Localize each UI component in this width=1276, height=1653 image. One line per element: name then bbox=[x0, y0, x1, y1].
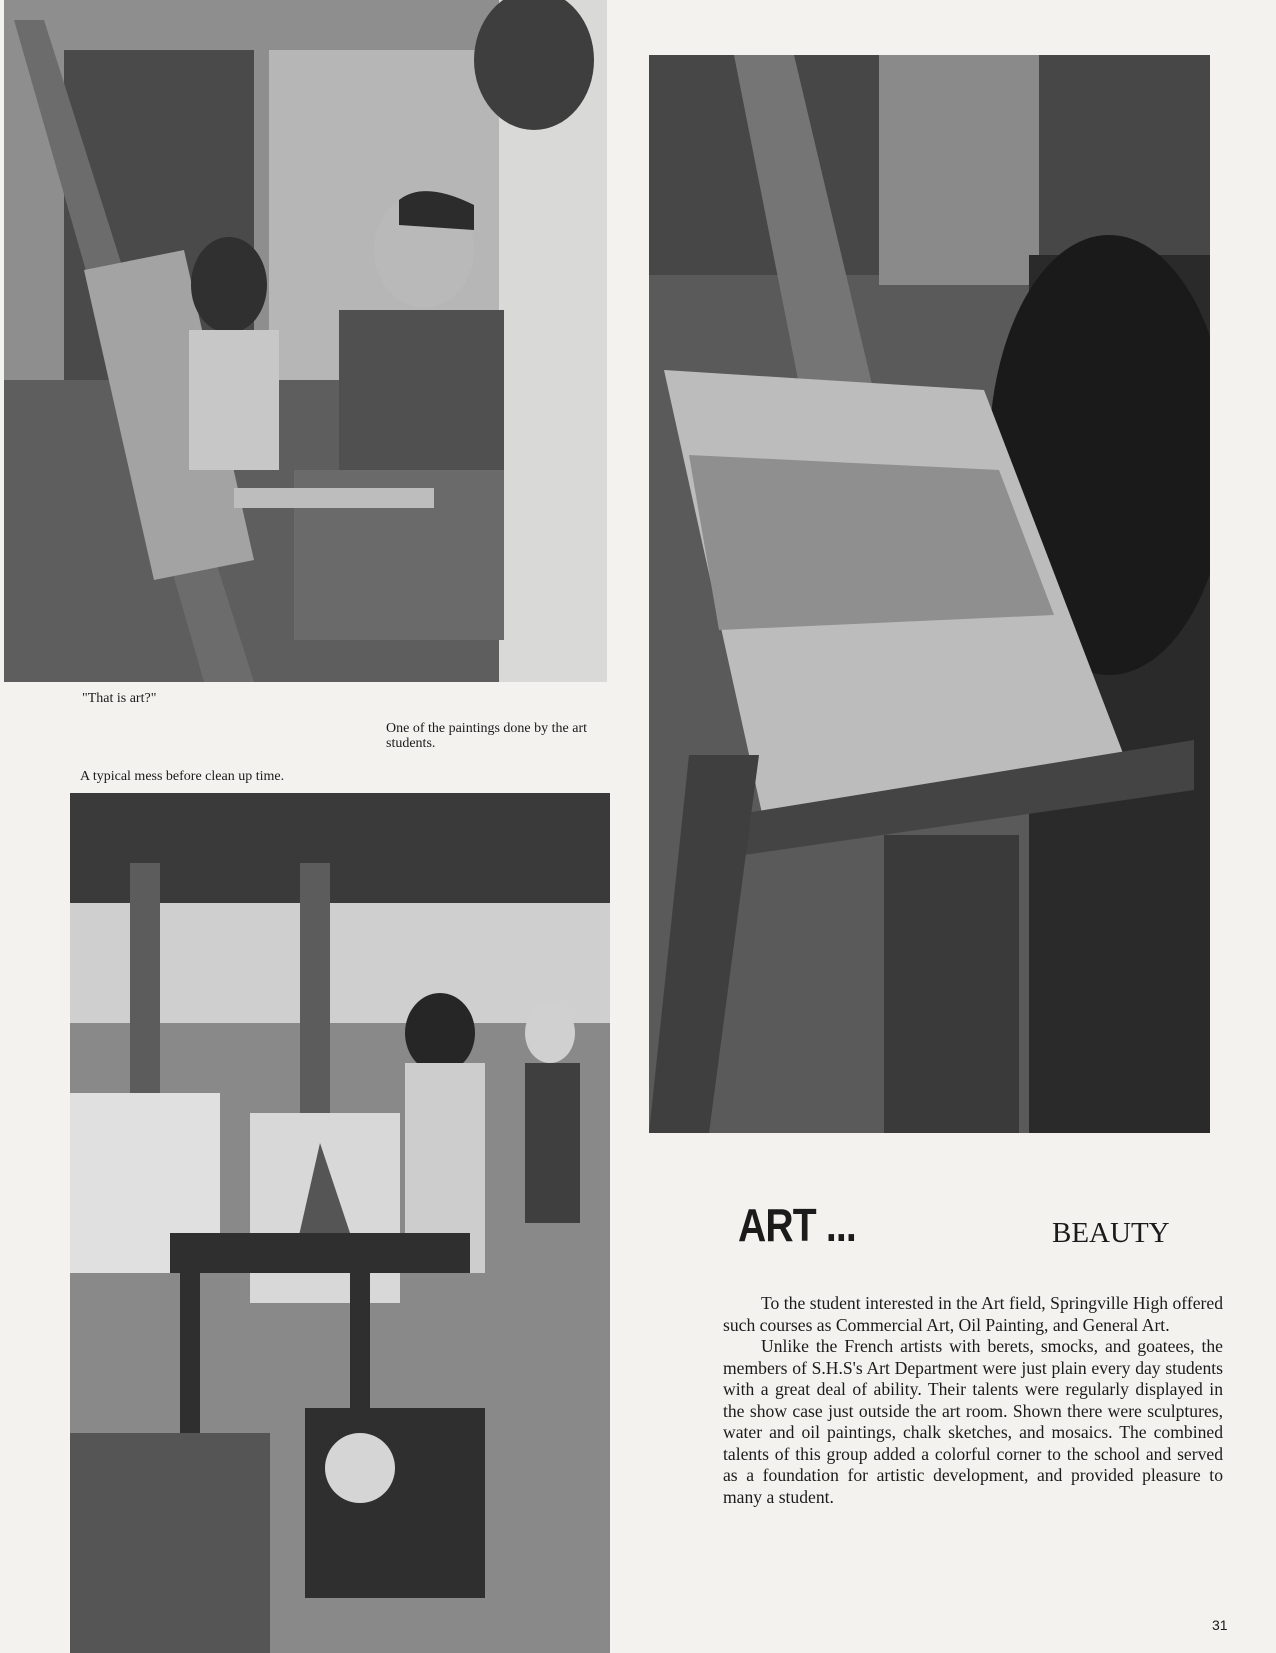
mess-photo-caption: A typical mess before clean up time. bbox=[80, 769, 285, 784]
heading-art: ART ... bbox=[738, 1199, 856, 1251]
article-body bbox=[723, 1293, 1223, 1508]
landscape-painting-photo bbox=[649, 55, 1210, 1133]
heading-beauty: BEAUTY bbox=[1052, 1217, 1170, 1249]
art-room-photo bbox=[70, 793, 610, 1653]
teacher-painting-photo bbox=[4, 0, 607, 682]
paragraph-1: To the student interested in the Art field, Springville High offered such courses as Commercial Art, Oil Painting, and General Art. bbox=[723, 1293, 1223, 1335]
paragraph-2: Unlike the French artists with berets, smocks, and goatees, the members of S.H.S's Art Department were just plain every day students with a great deal of ability. Their talents were regularly displayed in the show case just outside the art room. Shown there were sculptures, water and oil paintings, chalk sketches, and mosaics. The combined talents of this group added a colorful corner to the school and served as a foundation for artistic development, and provided pleasure to many a student. bbox=[723, 1336, 1223, 1507]
page-number: 31 bbox=[1212, 1617, 1228, 1633]
teacher-photo-caption: "That is art?" bbox=[82, 691, 157, 706]
painting-photo-caption: One of the paintings done by the art students. bbox=[386, 721, 588, 751]
